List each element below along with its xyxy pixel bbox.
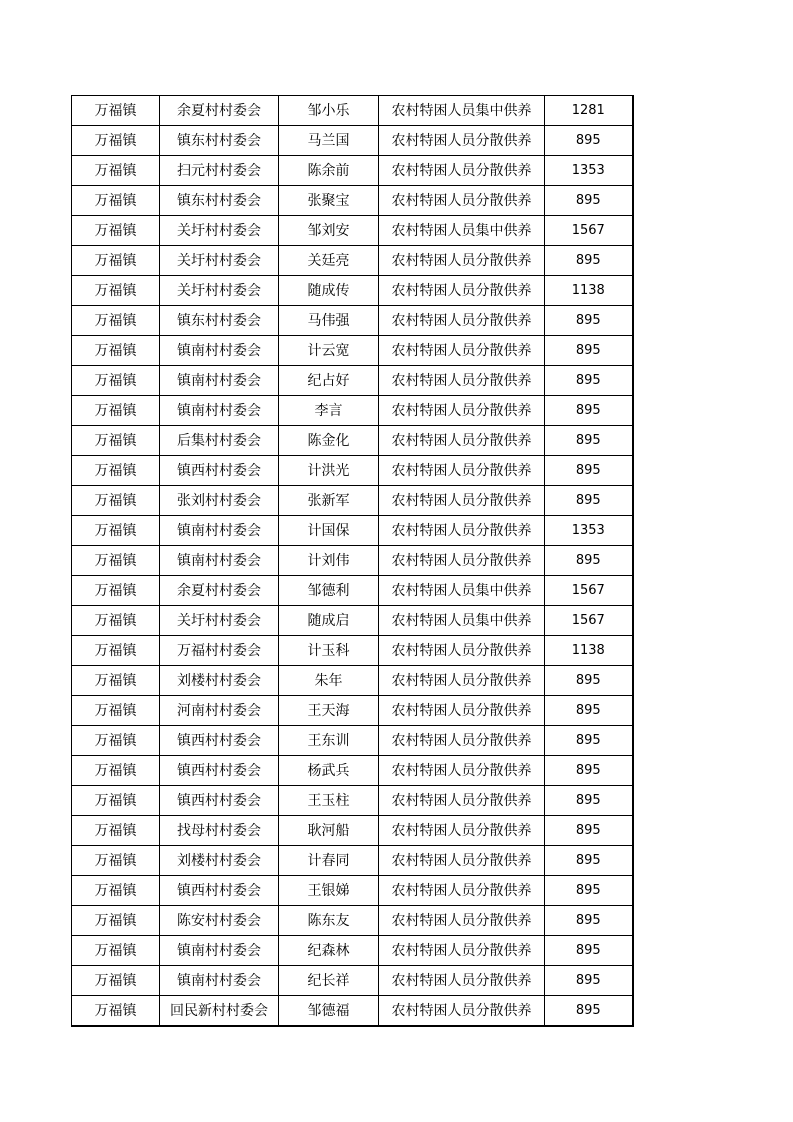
village-committee-cell: 镇南村村委会 [160, 336, 279, 366]
person-name-cell: 陈余前 [279, 156, 379, 186]
person-name-cell: 李言 [279, 396, 379, 426]
support-type-cell: 农村特困人员分散供养 [379, 276, 545, 306]
village-committee-cell: 镇南村村委会 [160, 966, 279, 996]
table-row [72, 786, 633, 816]
amount-cell: 1281 [545, 96, 633, 126]
table-row [72, 576, 633, 606]
table-row [72, 426, 633, 456]
person-name-cell: 朱年 [279, 666, 379, 696]
village-committee-cell: 关圩村村委会 [160, 216, 279, 246]
table-row [72, 126, 633, 156]
person-name-cell: 邹刘安 [279, 216, 379, 246]
amount-cell: 895 [545, 396, 633, 426]
relief-roster-table [71, 95, 634, 1027]
village-committee-cell: 镇西村村委会 [160, 756, 279, 786]
town-cell: 万福镇 [72, 126, 160, 156]
town-cell: 万福镇 [72, 906, 160, 936]
amount-cell: 895 [545, 336, 633, 366]
table-row [72, 846, 633, 876]
support-type-cell: 农村特困人员分散供养 [379, 456, 545, 486]
table-row [72, 156, 633, 186]
table-row [72, 216, 633, 246]
village-committee-cell: 镇南村村委会 [160, 516, 279, 546]
support-type-cell: 农村特困人员分散供养 [379, 756, 545, 786]
town-cell: 万福镇 [72, 546, 160, 576]
table-row [72, 726, 633, 756]
person-name-cell: 计洪光 [279, 456, 379, 486]
person-name-cell: 计玉科 [279, 636, 379, 666]
town-cell: 万福镇 [72, 846, 160, 876]
village-committee-cell: 镇南村村委会 [160, 366, 279, 396]
table-row [72, 306, 633, 336]
town-cell: 万福镇 [72, 396, 160, 426]
support-type-cell: 农村特困人员分散供养 [379, 726, 545, 756]
person-name-cell: 陈金化 [279, 426, 379, 456]
village-committee-cell: 陈安村村委会 [160, 906, 279, 936]
support-type-cell: 农村特困人员集中供养 [379, 96, 545, 126]
village-committee-cell: 余夏村村委会 [160, 576, 279, 606]
village-committee-cell: 刘楼村村委会 [160, 846, 279, 876]
town-cell: 万福镇 [72, 156, 160, 186]
support-type-cell: 农村特困人员分散供养 [379, 996, 545, 1027]
amount-cell: 1567 [545, 606, 633, 636]
town-cell: 万福镇 [72, 426, 160, 456]
support-type-cell: 农村特困人员分散供养 [379, 546, 545, 576]
amount-cell: 895 [545, 426, 633, 456]
amount-cell: 1567 [545, 576, 633, 606]
village-committee-cell: 张刘村村委会 [160, 486, 279, 516]
town-cell: 万福镇 [72, 276, 160, 306]
support-type-cell: 农村特困人员集中供养 [379, 606, 545, 636]
amount-cell: 895 [545, 996, 633, 1027]
village-committee-cell: 镇东村村委会 [160, 126, 279, 156]
support-type-cell: 农村特困人员分散供养 [379, 786, 545, 816]
table-row [72, 186, 633, 216]
village-committee-cell: 关圩村村委会 [160, 606, 279, 636]
table-row [72, 996, 633, 1027]
person-name-cell: 邹德利 [279, 576, 379, 606]
support-type-cell: 农村特困人员分散供养 [379, 396, 545, 426]
person-name-cell: 耿河船 [279, 816, 379, 846]
table-row [72, 606, 633, 636]
village-committee-cell: 刘楼村村委会 [160, 666, 279, 696]
amount-cell: 895 [545, 546, 633, 576]
village-committee-cell: 后集村村委会 [160, 426, 279, 456]
support-type-cell: 农村特困人员分散供养 [379, 876, 545, 906]
amount-cell: 895 [545, 966, 633, 996]
village-committee-cell: 镇西村村委会 [160, 876, 279, 906]
person-name-cell: 王玉柱 [279, 786, 379, 816]
village-committee-cell: 镇东村村委会 [160, 306, 279, 336]
table-row [72, 366, 633, 396]
support-type-cell: 农村特困人员分散供养 [379, 936, 545, 966]
support-type-cell: 农村特困人员分散供养 [379, 906, 545, 936]
person-name-cell: 邹德福 [279, 996, 379, 1027]
town-cell: 万福镇 [72, 576, 160, 606]
village-committee-cell: 镇南村村委会 [160, 936, 279, 966]
amount-cell: 1138 [545, 636, 633, 666]
table-row [72, 756, 633, 786]
table-row [72, 966, 633, 996]
table-row [72, 246, 633, 276]
support-type-cell: 农村特困人员分散供养 [379, 636, 545, 666]
person-name-cell: 张新军 [279, 486, 379, 516]
town-cell: 万福镇 [72, 966, 160, 996]
village-committee-cell: 镇东村村委会 [160, 186, 279, 216]
town-cell: 万福镇 [72, 816, 160, 846]
support-type-cell: 农村特困人员分散供养 [379, 186, 545, 216]
amount-cell: 895 [545, 906, 633, 936]
support-type-cell: 农村特困人员集中供养 [379, 576, 545, 606]
town-cell: 万福镇 [72, 366, 160, 396]
town-cell: 万福镇 [72, 636, 160, 666]
person-name-cell: 杨武兵 [279, 756, 379, 786]
table-row [72, 636, 633, 666]
support-type-cell: 农村特困人员分散供养 [379, 666, 545, 696]
support-type-cell: 农村特困人员分散供养 [379, 816, 545, 846]
table-row [72, 396, 633, 426]
person-name-cell: 王银娣 [279, 876, 379, 906]
town-cell: 万福镇 [72, 726, 160, 756]
person-name-cell: 张聚宝 [279, 186, 379, 216]
amount-cell: 895 [545, 696, 633, 726]
person-name-cell: 纪占好 [279, 366, 379, 396]
town-cell: 万福镇 [72, 486, 160, 516]
village-committee-cell: 镇南村村委会 [160, 546, 279, 576]
village-committee-cell: 镇南村村委会 [160, 396, 279, 426]
person-name-cell: 计春同 [279, 846, 379, 876]
town-cell: 万福镇 [72, 696, 160, 726]
town-cell: 万福镇 [72, 786, 160, 816]
amount-cell: 895 [545, 186, 633, 216]
village-committee-cell: 关圩村村委会 [160, 276, 279, 306]
table-row [72, 876, 633, 906]
amount-cell: 1353 [545, 516, 633, 546]
amount-cell: 895 [545, 876, 633, 906]
person-name-cell: 关廷亮 [279, 246, 379, 276]
amount-cell: 895 [545, 786, 633, 816]
town-cell: 万福镇 [72, 876, 160, 906]
town-cell: 万福镇 [72, 666, 160, 696]
person-name-cell: 随成传 [279, 276, 379, 306]
person-name-cell: 计云宽 [279, 336, 379, 366]
table-row [72, 816, 633, 846]
support-type-cell: 农村特困人员分散供养 [379, 156, 545, 186]
amount-cell: 895 [545, 936, 633, 966]
person-name-cell: 纪森林 [279, 936, 379, 966]
town-cell: 万福镇 [72, 336, 160, 366]
table-body [72, 96, 633, 1027]
table-row [72, 96, 633, 126]
village-committee-cell: 找母村村委会 [160, 816, 279, 846]
village-committee-cell: 镇西村村委会 [160, 456, 279, 486]
town-cell: 万福镇 [72, 996, 160, 1027]
village-committee-cell: 镇西村村委会 [160, 786, 279, 816]
town-cell: 万福镇 [72, 456, 160, 486]
support-type-cell: 农村特困人员分散供养 [379, 426, 545, 456]
person-name-cell: 计国保 [279, 516, 379, 546]
person-name-cell: 王东训 [279, 726, 379, 756]
amount-cell: 895 [545, 666, 633, 696]
amount-cell: 895 [545, 366, 633, 396]
support-type-cell: 农村特困人员分散供养 [379, 846, 545, 876]
amount-cell: 1567 [545, 216, 633, 246]
person-name-cell: 马伟强 [279, 306, 379, 336]
town-cell: 万福镇 [72, 96, 160, 126]
support-type-cell: 农村特困人员分散供养 [379, 306, 545, 336]
support-type-cell: 农村特困人员分散供养 [379, 126, 545, 156]
support-type-cell: 农村特困人员分散供养 [379, 336, 545, 366]
amount-cell: 895 [545, 846, 633, 876]
table-row [72, 276, 633, 306]
amount-cell: 895 [545, 456, 633, 486]
support-type-cell: 农村特困人员分散供养 [379, 486, 545, 516]
support-type-cell: 农村特困人员分散供养 [379, 966, 545, 996]
person-name-cell: 王天海 [279, 696, 379, 726]
person-name-cell: 邹小乐 [279, 96, 379, 126]
village-committee-cell: 镇西村村委会 [160, 726, 279, 756]
amount-cell: 895 [545, 126, 633, 156]
support-type-cell: 农村特困人员分散供养 [379, 366, 545, 396]
village-committee-cell: 河南村村委会 [160, 696, 279, 726]
amount-cell: 1353 [545, 156, 633, 186]
person-name-cell: 随成启 [279, 606, 379, 636]
table-row [72, 936, 633, 966]
table-row [72, 666, 633, 696]
village-committee-cell: 余夏村村委会 [160, 96, 279, 126]
amount-cell: 895 [545, 816, 633, 846]
person-name-cell: 计刘伟 [279, 546, 379, 576]
person-name-cell: 陈东友 [279, 906, 379, 936]
village-committee-cell: 关圩村村委会 [160, 246, 279, 276]
table-row [72, 546, 633, 576]
support-type-cell: 农村特困人员分散供养 [379, 246, 545, 276]
support-type-cell: 农村特困人员集中供养 [379, 216, 545, 246]
amount-cell: 1138 [545, 276, 633, 306]
amount-cell: 895 [545, 486, 633, 516]
table-row [72, 516, 633, 546]
amount-cell: 895 [545, 306, 633, 336]
town-cell: 万福镇 [72, 186, 160, 216]
support-type-cell: 农村特困人员分散供养 [379, 516, 545, 546]
town-cell: 万福镇 [72, 246, 160, 276]
town-cell: 万福镇 [72, 756, 160, 786]
amount-cell: 895 [545, 246, 633, 276]
support-type-cell: 农村特困人员分散供养 [379, 696, 545, 726]
village-committee-cell: 万福村村委会 [160, 636, 279, 666]
table-row [72, 696, 633, 726]
table-row [72, 906, 633, 936]
table-row [72, 336, 633, 366]
town-cell: 万福镇 [72, 606, 160, 636]
person-name-cell: 马兰国 [279, 126, 379, 156]
town-cell: 万福镇 [72, 216, 160, 246]
village-committee-cell: 扫元村村委会 [160, 156, 279, 186]
table-row [72, 486, 633, 516]
amount-cell: 895 [545, 726, 633, 756]
amount-cell: 895 [545, 756, 633, 786]
town-cell: 万福镇 [72, 306, 160, 336]
person-name-cell: 纪长祥 [279, 966, 379, 996]
town-cell: 万福镇 [72, 516, 160, 546]
table-row [72, 456, 633, 486]
town-cell: 万福镇 [72, 936, 160, 966]
village-committee-cell: 回民新村村委会 [160, 996, 279, 1027]
